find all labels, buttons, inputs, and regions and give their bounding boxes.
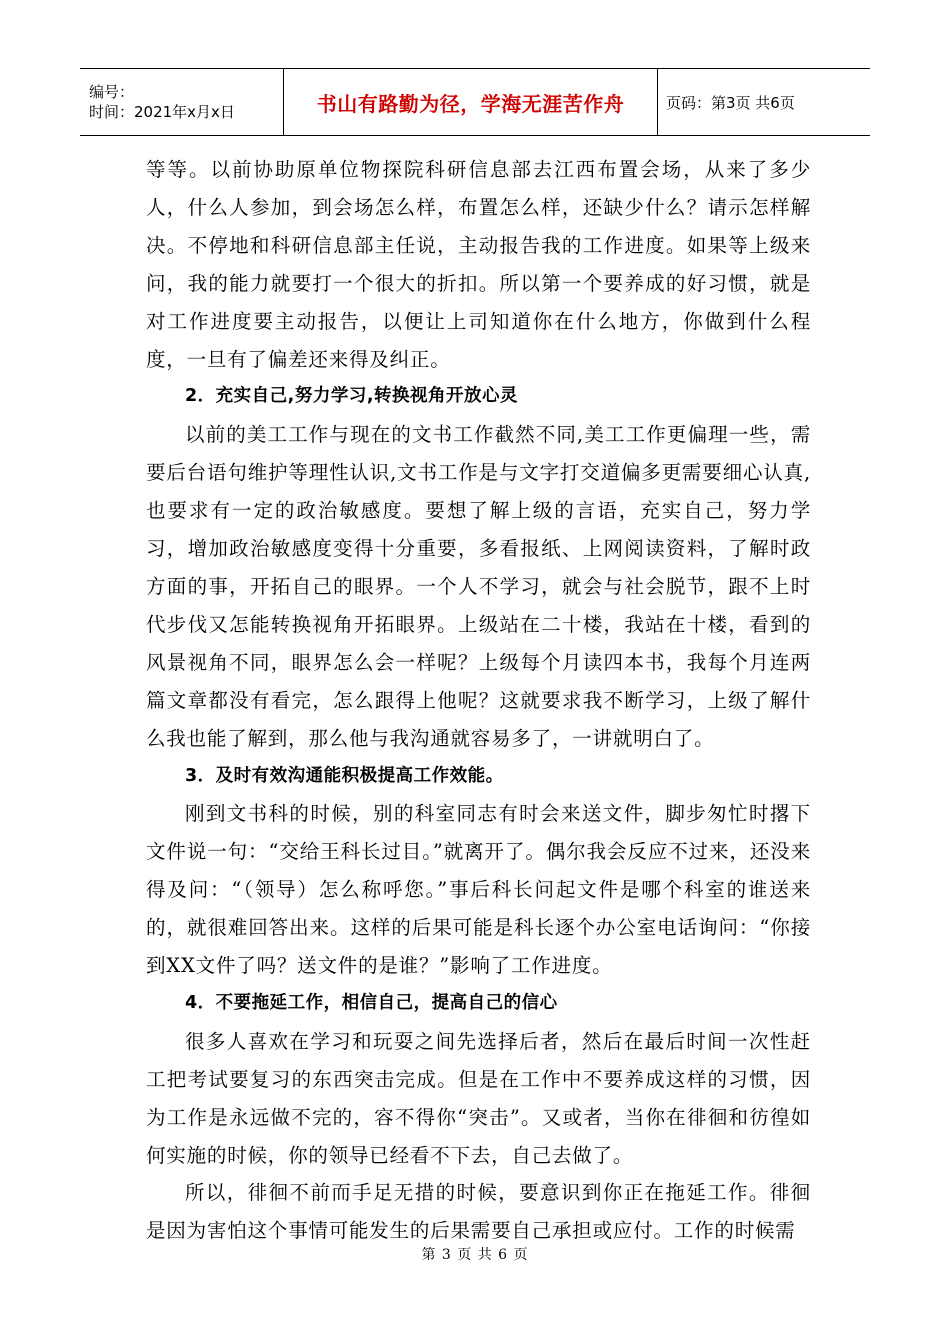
header-meta <box>80 69 284 135</box>
paragraph: 很多人喜欢在学习和玩耍之间先选择后者，然后在最后时间一次性赶工把考试要复习的东西突击完成。但是在工作中不要养成这样的习惯，因为工作是永远做不完的，容不得你“突击”。又或者，当你在徘徊和彷徨如何实施的时候，你的领导已经看不下去，自己去做了。 <box>146 1029 811 1167</box>
paragraph: 以前的美工工作与现在的文书工作截然不同,美工工作更偏理一些，需要后台语句维护等理性认识,文书工作是与文字打交道偏多更需要细心认真,也要求有一定的政治敏感度。要想了解上级的言语，充实自己，努力学习，增加政治敏感度变得十分重要，多看报纸、上网阅读资料，了解时政方面的事，开拓自己的眼界。一个人不学习，就会与社会脱节，跟不上时代步伐又怎能转换视角开拓眼界。上级站在二十楼，我站在十楼，看到的风景视角不同，眼界怎么会一样呢？上级每个月读四本书，我每个月连两篇文章都没有看完，怎么跟得上他呢？这就要求我不断学习，上级了解什么我也能了解到，那么他与我沟通就容易多了，一讲就明白了。 <box>146 423 811 750</box>
paragraph: 所以，徘徊不前而手足无措的时候，要意识到你正在拖延工作。徘徊是因为害怕这个事情可能发生的后果需要自己承担或应付。工作的时候需 <box>146 1181 811 1243</box>
section-heading-3: 3．及时有效沟通能积极提高工作效能。 <box>185 765 504 786</box>
header-motto: 书山有路勤为径，学海无涯苦作舟 <box>284 69 658 135</box>
page-header <box>80 68 870 136</box>
paragraph-continued: 等等。以前协助原单位物探院科研信息部去江西布置会场，从来了多少人，什么人参加，到会场怎么样，布置怎么样，还缺少什么？请示怎样解决。不停地和科研信息部主任说，主动报告我的工作进度。如果等上级来问，我的能力就要打一个很大的折扣。所以第一个要养成的好习惯，就是对工作进度要主动报告，以便让上司知道你在什么地方，你做到什么程度，一旦有了偏差还来得及纠正。 <box>146 158 811 371</box>
section-heading-4: 4．不要拖延工作，相信自己，提高自己的信心 <box>185 992 558 1013</box>
page-footer: 第 3 页 共 6 页 <box>421 1247 529 1263</box>
header-time: 时间：2021年x月x日 <box>89 103 235 121</box>
header-number: 编号： <box>89 83 135 101</box>
header-page-label: 页码：第3页 共6页 <box>666 93 795 112</box>
document-body <box>146 151 811 1250</box>
paragraph: 刚到文书科的时候，别的科室同志有时会来送文件，脚步匆忙时撂下文件说一句：“交给王科长过目。”就离开了。偶尔我会反应不过来，还没来得及问：“（领导）怎么称呼您。”事后科长问起文件是哪个科室的谁送来的，就很难回答出来。这样的后果可能是科长逐个办公室电话询问：“你接到XX文件了吗？送文件的是谁？”影响了工作进度。 <box>146 802 811 978</box>
section-heading-2: 2．充实自己,努力学习,转换视角开放心灵 <box>185 386 518 407</box>
